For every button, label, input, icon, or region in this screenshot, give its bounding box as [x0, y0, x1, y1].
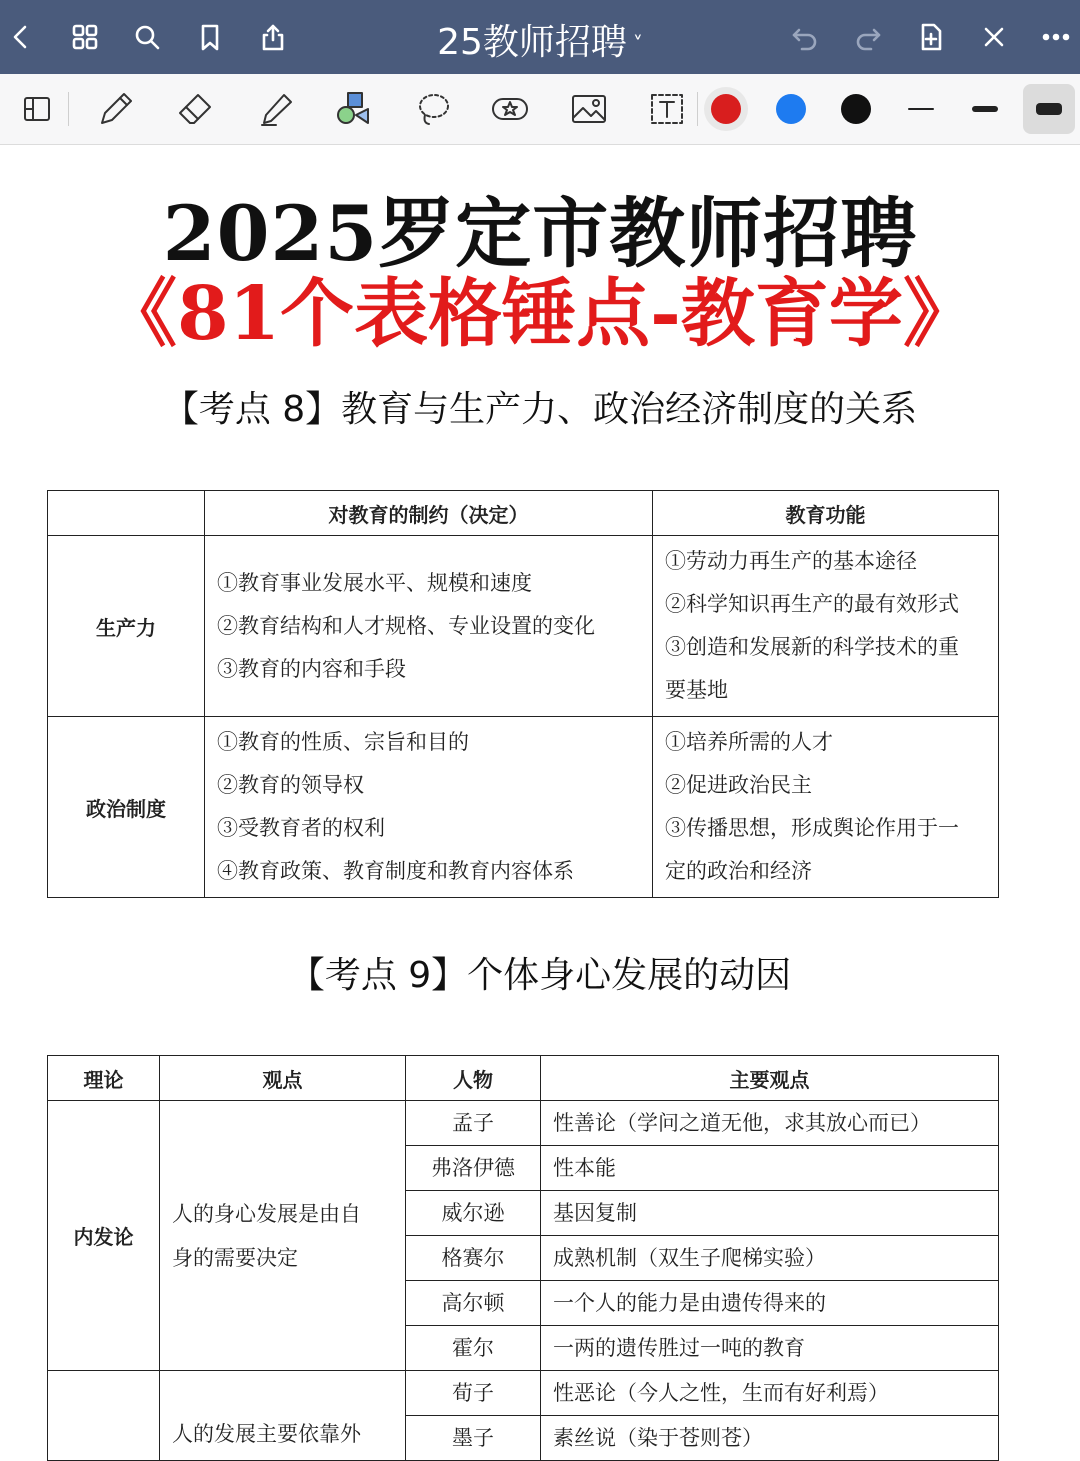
list-item: ③受教育者的权利: [217, 816, 385, 840]
table-row: [48, 717, 999, 898]
pen-icon[interactable]: [93, 86, 139, 132]
add-page-icon[interactable]: [912, 18, 950, 56]
person-cell: 弗洛伊德: [406, 1146, 541, 1191]
shapes-icon[interactable]: [331, 86, 377, 132]
toolbar-divider: [68, 92, 69, 126]
toolbar-divider: [697, 92, 698, 126]
row-label: 生产力: [48, 536, 205, 717]
table-development-theories: [47, 1055, 999, 1461]
list-item: ③传播思想，形成舆论作用于一: [665, 816, 959, 840]
table-header-row: [48, 491, 999, 536]
list-item: ①劳动力再生产的基本途径: [665, 549, 917, 573]
header-cell: 理论: [48, 1056, 160, 1101]
list-item: ②教育的领导权: [217, 773, 364, 797]
header-cell: 观点: [160, 1056, 406, 1101]
doc-heading-main: 2025罗定市教师招聘: [162, 189, 918, 278]
more-icon[interactable]: [1037, 18, 1075, 56]
header-cell: 主要观点: [541, 1056, 999, 1101]
row-label: 政治制度: [48, 717, 205, 898]
document-page: [0, 145, 1080, 1450]
header-cell: 教育功能: [653, 491, 999, 536]
list-item: 定的政治和经济: [665, 859, 812, 883]
doc-heading-sub: 《81个表格锤点-教育学》: [103, 271, 977, 357]
header-cell: 对教育的制约（决定）: [205, 491, 653, 536]
sticker-icon[interactable]: [487, 86, 533, 132]
list-item: ③教育的内容和手段: [217, 656, 406, 681]
point-cell: 性本能: [541, 1146, 999, 1191]
list-item: ①教育事业发展水平、规模和速度: [217, 570, 532, 595]
undo-icon[interactable]: [786, 18, 824, 56]
constraint-cell: [205, 536, 653, 717]
person-cell: 霍尔: [406, 1326, 541, 1371]
person-cell: 威尔逊: [406, 1191, 541, 1236]
section-heading-9: 【考点 9】个体身心发展的动因: [288, 955, 792, 996]
view-cell: [160, 1101, 406, 1371]
list-item: ①培养所需的人才: [665, 730, 833, 754]
lasso-icon[interactable]: [410, 86, 456, 132]
view-line: 人的发展主要依靠外: [172, 1422, 361, 1446]
list-item: ②科学知识再生产的最有效形式: [665, 592, 959, 616]
color-red-swatch[interactable]: [711, 94, 741, 124]
constraint-cell: [205, 717, 653, 898]
point-cell: 素丝说（染于苍则苍）: [541, 1416, 999, 1461]
point-cell: 成熟机制（双生子爬梯实验）: [541, 1236, 999, 1281]
text-box-icon[interactable]: [644, 86, 690, 132]
table-row: [48, 1101, 999, 1146]
highlighter-icon[interactable]: [253, 86, 299, 132]
header-cell: [48, 491, 205, 536]
person-cell: 格赛尔: [406, 1236, 541, 1281]
close-icon[interactable]: [975, 18, 1013, 56]
table-education-relations: [47, 490, 999, 898]
header-cell: 人物: [406, 1056, 541, 1101]
line-width-thick: [1036, 103, 1062, 115]
point-cell: 一两的遗传胜过一吨的教育: [541, 1326, 999, 1371]
list-item: ①教育的性质、宗旨和目的: [217, 730, 469, 754]
color-blue-swatch[interactable]: [776, 94, 806, 124]
table-row: [48, 1371, 999, 1416]
image-icon[interactable]: [566, 86, 612, 132]
point-cell: 性恶论（今人之性，生而有好利焉）: [541, 1371, 999, 1416]
view-line: 人的身心发展是由自: [172, 1201, 361, 1226]
function-cell: [653, 536, 999, 717]
list-item: ②促进政治民主: [665, 773, 812, 797]
list-item: 要基地: [665, 678, 728, 702]
theory-cell: [48, 1371, 160, 1461]
function-cell: [653, 717, 999, 898]
person-cell: 墨子: [406, 1416, 541, 1461]
theory-cell: 内发论: [48, 1101, 160, 1371]
drawing-toolbar: [0, 74, 1080, 145]
point-cell: 性善论（学问之道无他，求其放心而已）: [541, 1101, 999, 1146]
point-cell: 基因复制: [541, 1191, 999, 1236]
list-item: ②教育结构和人才规格、专业设置的变化: [217, 613, 595, 638]
eraser-icon[interactable]: [173, 86, 219, 132]
top-bar: [0, 0, 1080, 74]
page-layout-icon[interactable]: [14, 86, 60, 132]
line-width-thin[interactable]: [908, 108, 934, 110]
person-cell: 荀子: [406, 1371, 541, 1416]
line-width-medium[interactable]: [972, 106, 998, 112]
list-item: ④教育政策、教育制度和教育内容体系: [217, 859, 574, 883]
chevron-down-icon: ˅: [632, 32, 643, 56]
table-row: [48, 536, 999, 717]
list-item: ③创造和发展新的科学技术的重: [665, 635, 959, 659]
view-cell: [160, 1371, 406, 1461]
color-black-swatch[interactable]: [841, 94, 871, 124]
table-header-row: [48, 1056, 999, 1101]
redo-icon[interactable]: [849, 18, 887, 56]
document-title-text: 25教师招聘: [437, 22, 627, 63]
view-line: 身的需要决定: [172, 1245, 298, 1270]
person-cell: 高尔顿: [406, 1281, 541, 1326]
section-heading-8: 【考点 8】教育与生产力、政治经济制度的关系: [162, 389, 918, 430]
point-cell: 一个人的能力是由遗传得来的: [541, 1281, 999, 1326]
person-cell: 孟子: [406, 1101, 541, 1146]
